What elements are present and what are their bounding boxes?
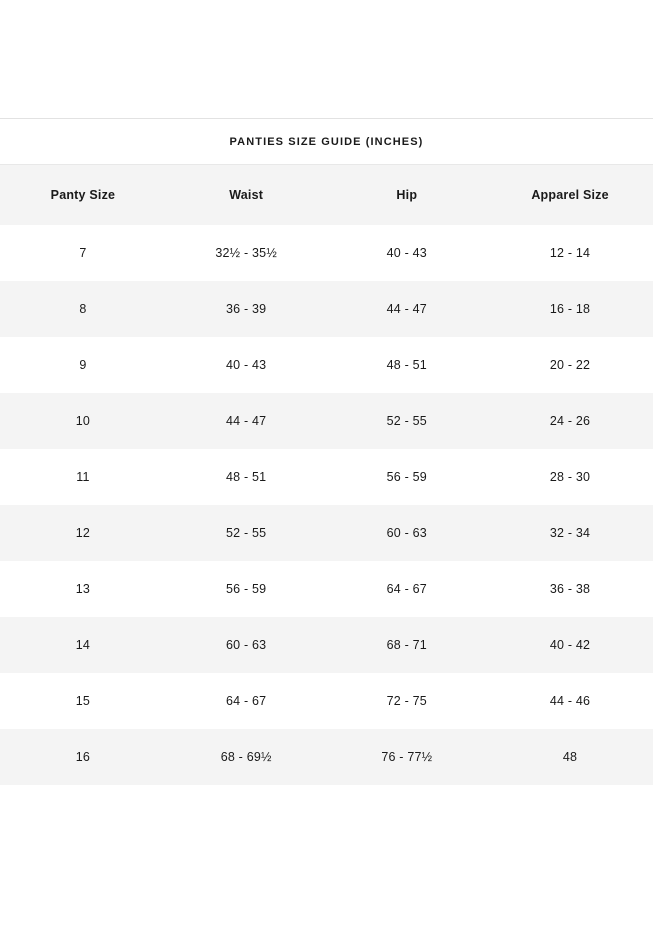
table-header-row [0, 165, 653, 225]
cell-hip: 48 - 51 [326, 337, 487, 393]
cell-waist: 56 - 59 [166, 561, 327, 617]
cell-hip: 60 - 63 [326, 505, 487, 561]
table-row [0, 729, 653, 785]
cell-hip: 64 - 67 [326, 561, 487, 617]
cell-hip: 56 - 59 [326, 449, 487, 505]
column-header-hip: Hip [326, 165, 487, 225]
cell-apparel-size: 36 - 38 [487, 561, 653, 617]
table-row [0, 617, 653, 673]
table-header [0, 165, 653, 225]
table-row [0, 449, 653, 505]
cell-apparel-size: 48 [487, 729, 653, 785]
cell-apparel-size: 44 - 46 [487, 673, 653, 729]
table-body [0, 225, 653, 785]
cell-panty-size: 7 [0, 225, 166, 281]
cell-hip: 72 - 75 [326, 673, 487, 729]
cell-waist: 36 - 39 [166, 281, 327, 337]
cell-apparel-size: 40 - 42 [487, 617, 653, 673]
top-spacer [0, 0, 653, 118]
cell-waist: 52 - 55 [166, 505, 327, 561]
cell-panty-size: 13 [0, 561, 166, 617]
table-row [0, 505, 653, 561]
table-row [0, 561, 653, 617]
cell-panty-size: 11 [0, 449, 166, 505]
table-row [0, 281, 653, 337]
table-row [0, 393, 653, 449]
cell-waist: 48 - 51 [166, 449, 327, 505]
table-row [0, 673, 653, 729]
cell-waist: 64 - 67 [166, 673, 327, 729]
column-header-panty-size: Panty Size [0, 165, 166, 225]
cell-panty-size: 8 [0, 281, 166, 337]
cell-panty-size: 10 [0, 393, 166, 449]
cell-waist: 40 - 43 [166, 337, 327, 393]
cell-hip: 76 - 77½ [326, 729, 487, 785]
cell-hip: 44 - 47 [326, 281, 487, 337]
table-row [0, 225, 653, 281]
cell-panty-size: 16 [0, 729, 166, 785]
cell-hip: 52 - 55 [326, 393, 487, 449]
cell-apparel-size: 24 - 26 [487, 393, 653, 449]
cell-hip: 68 - 71 [326, 617, 487, 673]
cell-apparel-size: 16 - 18 [487, 281, 653, 337]
column-header-apparel-size: Apparel Size [487, 165, 653, 225]
cell-panty-size: 15 [0, 673, 166, 729]
cell-waist: 60 - 63 [166, 617, 327, 673]
cell-hip: 40 - 43 [326, 225, 487, 281]
cell-apparel-size: 20 - 22 [487, 337, 653, 393]
cell-apparel-size: 28 - 30 [487, 449, 653, 505]
column-header-waist: Waist [166, 165, 327, 225]
cell-waist: 44 - 47 [166, 393, 327, 449]
table-row [0, 337, 653, 393]
page-title: PANTIES SIZE GUIDE (INCHES) [0, 118, 653, 165]
cell-panty-size: 14 [0, 617, 166, 673]
cell-apparel-size: 32 - 34 [487, 505, 653, 561]
cell-panty-size: 12 [0, 505, 166, 561]
cell-panty-size: 9 [0, 337, 166, 393]
cell-waist: 32½ - 35½ [166, 225, 327, 281]
cell-apparel-size: 12 - 14 [487, 225, 653, 281]
cell-waist: 68 - 69½ [166, 729, 327, 785]
size-guide-table [0, 118, 653, 785]
